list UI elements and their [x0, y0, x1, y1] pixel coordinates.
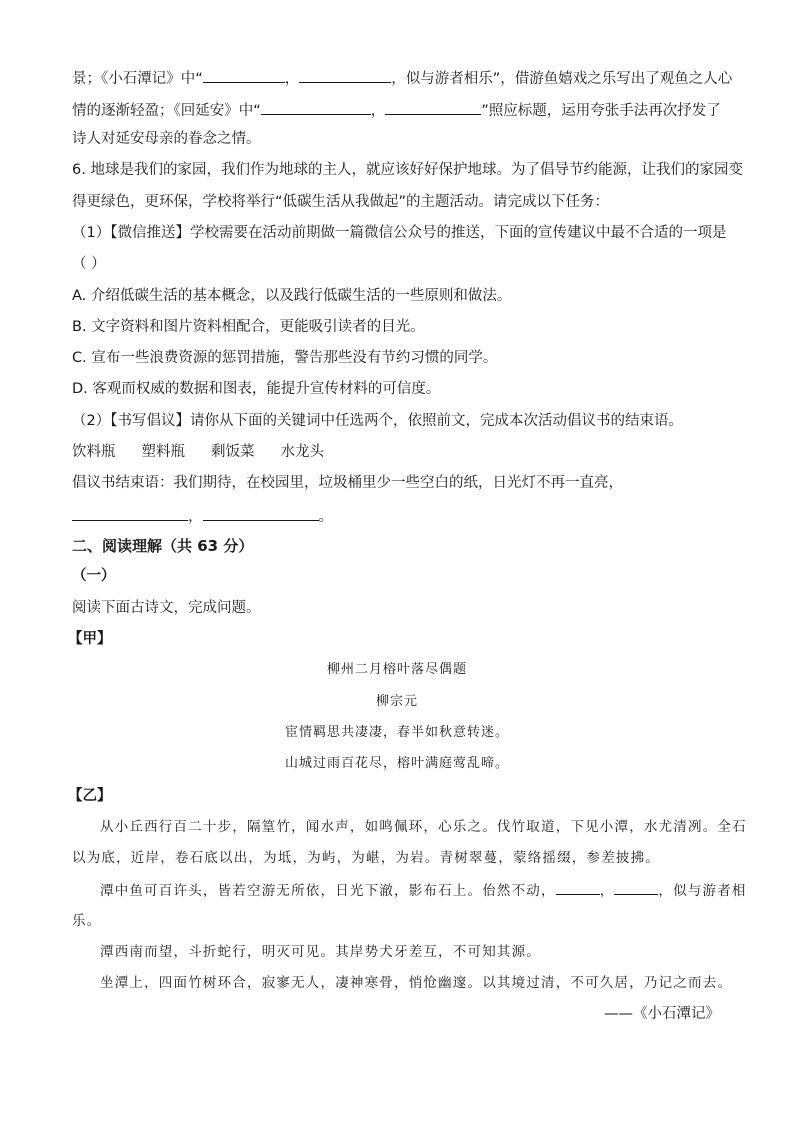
fill-blank[interactable] [614, 880, 658, 895]
prose-paragraph-2-line-2: 乐。 [72, 913, 102, 929]
text-label-yi: 【乙】 [68, 788, 112, 804]
fill-blank[interactable] [203, 66, 285, 83]
keyword: 塑料瓶 [141, 444, 185, 460]
q5-line-1: 景；《小石潭记》中“ ， ，似与游者相乐”，借游鱼嬉戏之乐写出了观鱼之人心 [72, 66, 732, 89]
part-label: （一） [72, 568, 116, 584]
poem-title: 柳州二月榕叶落尽偶题 [326, 662, 467, 677]
prose-paragraph-1-line-2: 以为底，近岸，卷石底以出，为坻，为屿，为嵁，为岩。青树翠蔓，蒙络摇缀，参差披拂。 [72, 850, 660, 866]
keyword: 剩饭菜 [211, 444, 255, 460]
q6-stem-line-2: 得更绿色，更环保，学校将举行“低碳生活从我做起”的主题活动。请完成以下任务： [72, 194, 610, 210]
option-c[interactable]: C. 宣布一些浪费资源的惩罚措施，警告那些没有节约习惯的同学。 [72, 350, 498, 366]
poem-line-1: 宦情羁思共凄凄，春半如秋意转迷。 [284, 725, 509, 740]
fill-blank[interactable] [72, 504, 188, 521]
option-a[interactable]: A. 介绍低碳生活的基本概念，以及践行低碳生活的一些原则和做法。 [72, 288, 512, 304]
fill-blank[interactable] [385, 98, 481, 115]
section-heading: 二、阅读理解（共 63 分） [72, 537, 254, 555]
keyword: 水龙头 [280, 444, 324, 460]
answer-parentheses[interactable]: （ ） [72, 256, 106, 272]
q6-sub2-line: （2）【书写倡议】请你从下面的关键词中任选两个，依照前文，完成本次活动倡议书的结束语。 [72, 413, 683, 429]
text-label-jia: 【甲】 [68, 631, 112, 647]
q6-sub1-line: （1）【微信推送】学校需要在活动前期做一篇微信公众号的推送，下面的宣传建议中最不合适的一项是 [72, 225, 727, 241]
source-attribution: ——《小石潭记》 [604, 1006, 720, 1022]
fill-blank[interactable] [261, 98, 371, 115]
q5-line-2: 情的逐渐轻盈；《回延安》中“ ， ”照应标题，运用夸张手法再次抒发了 [72, 98, 732, 121]
keyword: 饮料瓶 [72, 444, 116, 460]
option-d[interactable]: D. 客观而权威的数据和图表，能提升宣传材料的可信度。 [72, 381, 441, 397]
option-b[interactable]: B. 文字资料和图片资料相配合，更能吸引读者的目光。 [72, 319, 425, 335]
prose-paragraph-4: 坐潭上，四面竹树环合，寂寥无人，凄神寒骨，悄怆幽邃。以其境过清，不可久居，乃记之而去。 [100, 975, 733, 991]
prose-paragraph-3: 潭西南而望，斗折蛇行，明灭可见。其岸势犬牙差互，不可知其源。 [100, 944, 541, 960]
poem-line-2: 山城过雨百花尽，榕叶满庭莺乱啼。 [284, 756, 509, 771]
fill-blank[interactable] [556, 880, 600, 895]
closing-line-2: ， 。 [72, 504, 732, 527]
fill-blank[interactable] [299, 66, 391, 83]
closing-line-1: 倡议书结束语：我们期待，在校园里，垃圾桶里少一些空白的纸，日光灯不再一直亮， [72, 475, 623, 491]
poem-author: 柳宗元 [375, 694, 418, 709]
q6-stem-line-1: 6. 地球是我们的家园，我们作为地球的主人，就应该好好保护地球。为了倡导节约能源，让我们的家园变 [72, 162, 743, 178]
keyword-list [72, 442, 732, 462]
fill-blank[interactable] [203, 504, 319, 521]
prose-paragraph-1-line-1: 从小丘西行百二十步，隔篁竹，闻水声，如鸣佩环，心乐之。伐竹取道，下见小潭，水尤清冽。全石 [100, 819, 747, 835]
q5-line-3: 诗人对延安母亲的眷念之情。 [72, 131, 261, 147]
reading-instruction: 阅读下面古诗文，完成问题。 [72, 600, 261, 616]
prose-paragraph-2-line-1: 潭中鱼可百许头，皆若空游无所依，日光下澈，影布石上。佁然不动， ， ，似与游者相 [100, 880, 720, 901]
